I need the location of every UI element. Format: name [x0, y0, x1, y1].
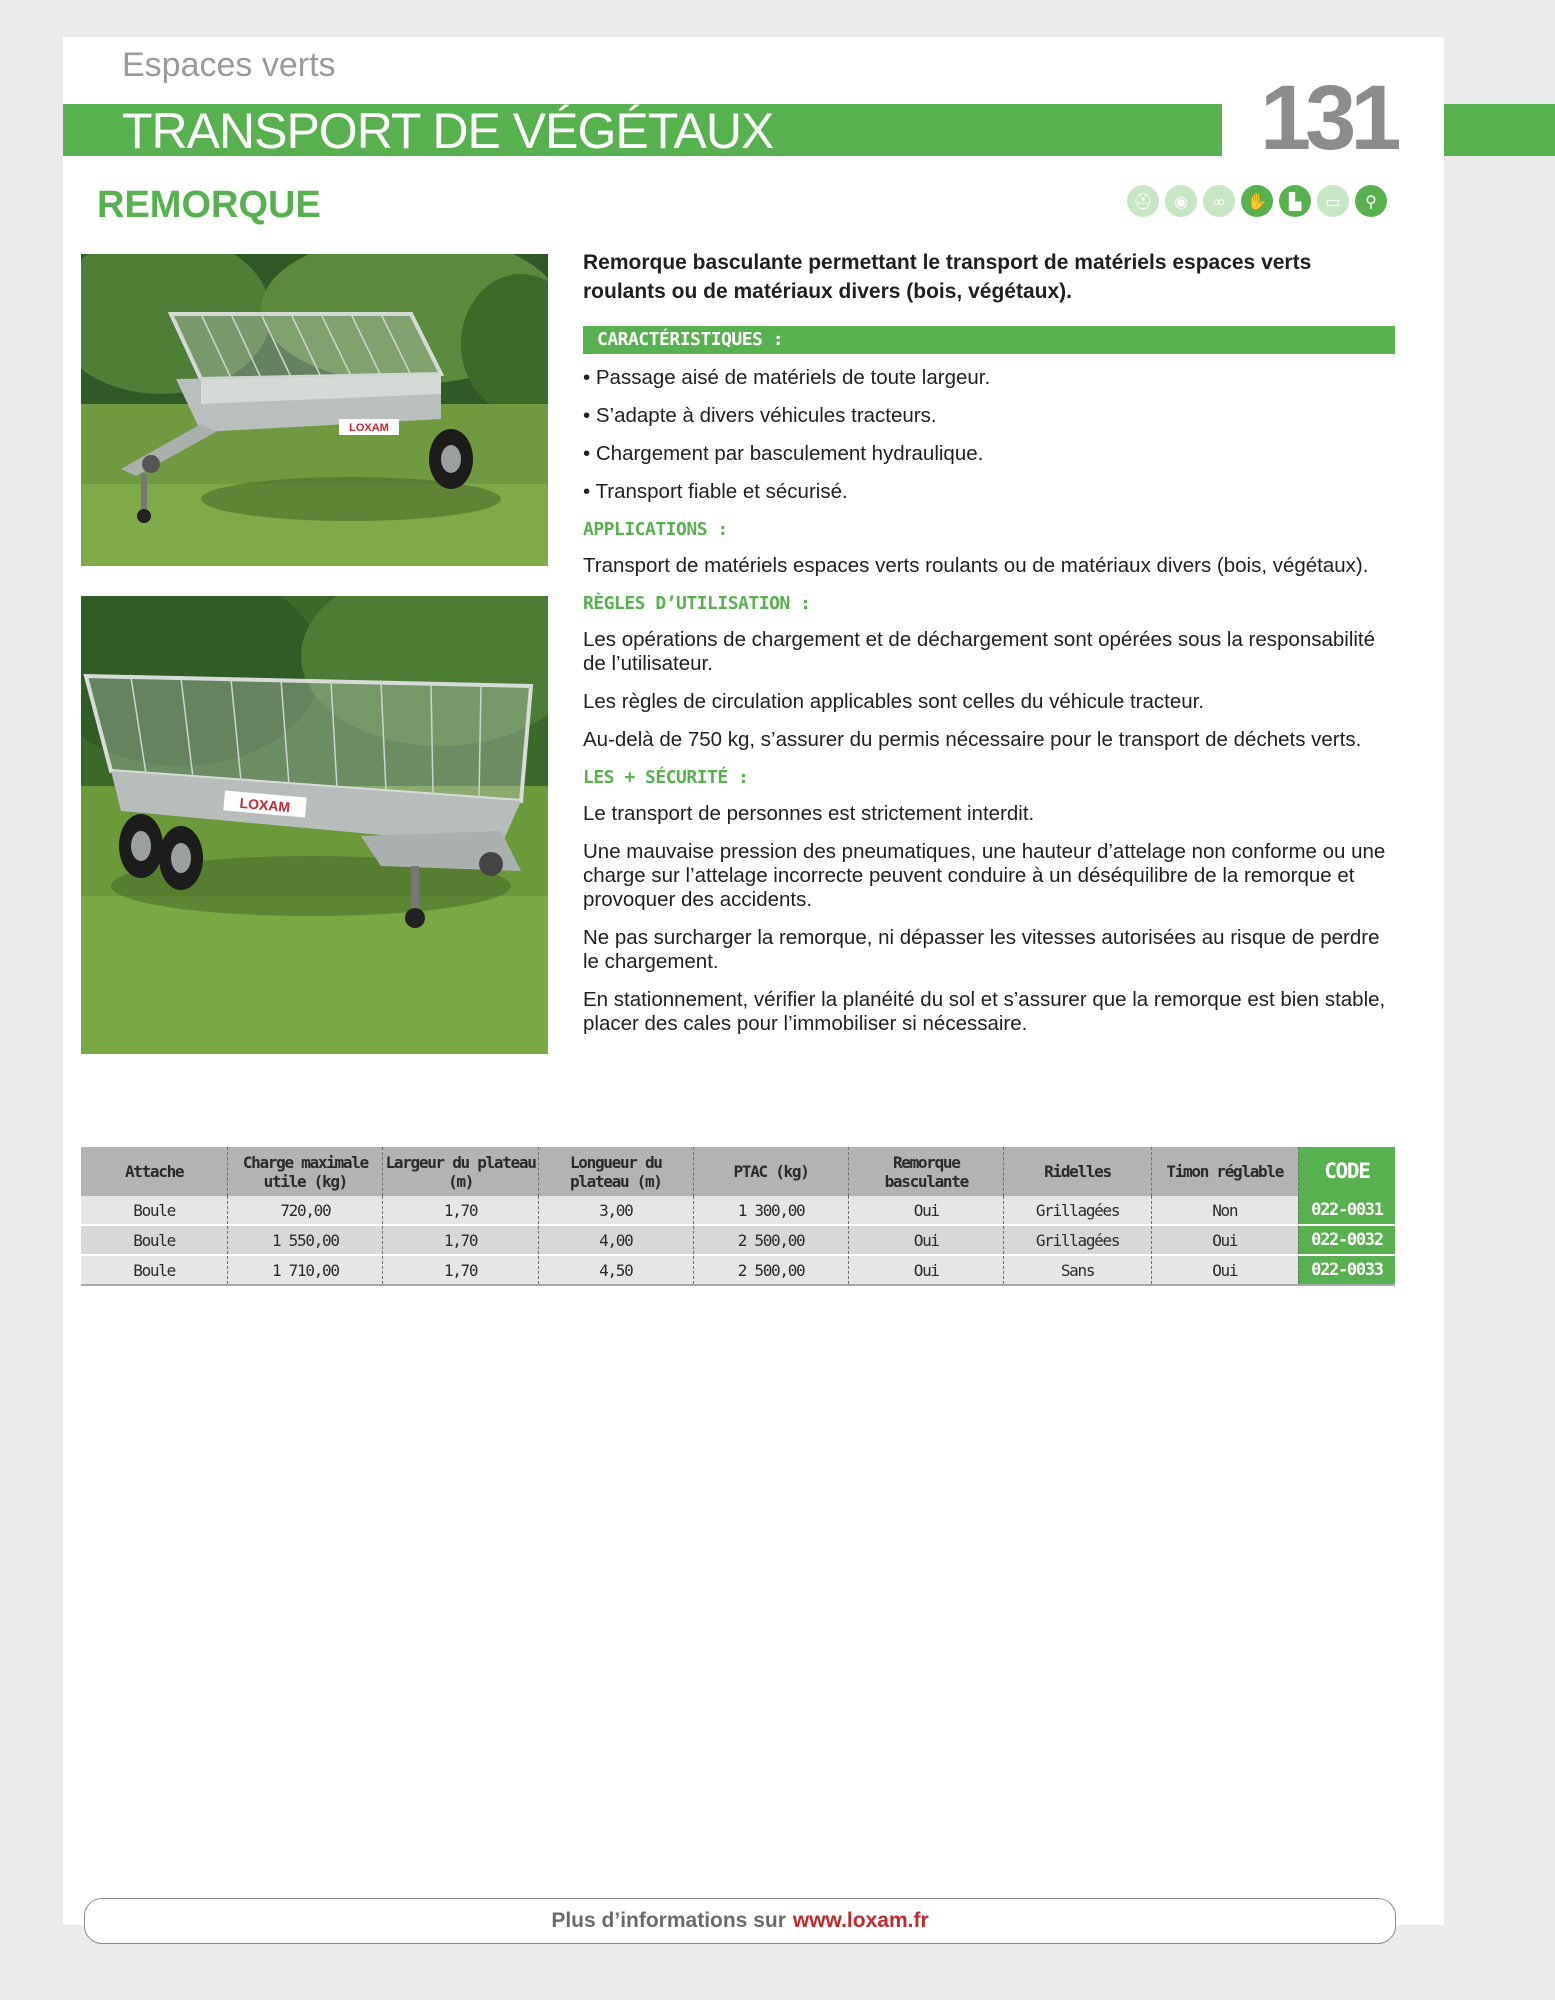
- trailer-photo-single-axle: [81, 254, 548, 566]
- trailer-photo-double-axle: [81, 596, 548, 1054]
- table-header-row: [81, 1147, 1395, 1196]
- table-cell: 1 550,00: [228, 1225, 383, 1255]
- column-header: PTAC (kg): [693, 1147, 848, 1196]
- table-cell: 1 300,00: [693, 1196, 848, 1225]
- usage-rules-heading: RÈGLES D’UTILISATION :: [583, 593, 811, 614]
- column-header: Longueur du plateau (m): [538, 1147, 693, 1196]
- spec-table: [81, 1147, 1395, 1286]
- column-header: Charge maximale utile (kg): [228, 1147, 383, 1196]
- column-header: Timon réglable: [1151, 1147, 1298, 1196]
- section-label: Espaces verts: [122, 46, 336, 84]
- table-cell: Boule: [81, 1196, 228, 1225]
- table-row: [81, 1255, 1395, 1285]
- usage-rule: Au-delà de 750 kg, s’assurer du permis nécessaire pour le transport de déchets verts.: [583, 728, 1362, 751]
- characteristic-item: • Transport fiable et sécurisé.: [583, 480, 848, 503]
- table-cell: Boule: [81, 1225, 228, 1255]
- table-cell: Oui: [1151, 1255, 1298, 1285]
- characteristics-heading: CARACTÉRISTIQUES :: [583, 326, 1395, 354]
- table-row: [81, 1225, 1395, 1255]
- trailer-brand-label: LOXAM: [349, 422, 389, 434]
- column-header: Largeur du plateau (m): [383, 1147, 538, 1196]
- table-cell: Oui: [1151, 1225, 1298, 1255]
- safety-shoes-icon: ▙: [1279, 185, 1311, 217]
- table-cell: 2 500,00: [693, 1255, 848, 1285]
- trailer-brand-label-2: LOXAM: [239, 794, 291, 816]
- footer-website-link[interactable]: www.loxam.fr: [792, 1909, 929, 1932]
- safety-rule: Ne pas surcharger la remorque, ni dépasser les vitesses autorisées au risque de perdre le chargement.: [583, 926, 1380, 973]
- product-code: 022-0031: [1298, 1196, 1395, 1225]
- applications-heading: APPLICATIONS :: [583, 519, 728, 540]
- column-header: Attache: [81, 1147, 228, 1196]
- table-cell: 2 500,00: [693, 1225, 848, 1255]
- table-cell: 1,70: [383, 1196, 538, 1225]
- goggles-icon: ∞: [1203, 185, 1235, 217]
- safety-rule: Une mauvaise pression des pneumatiques, une hauteur d’attelage non conforme ou une charge sur l’attelage incorrecte peuvent conduire à un déséquilibre de la remorque et provoquer des accidents.: [583, 840, 1386, 911]
- table-cell: Oui: [849, 1196, 1004, 1225]
- product-description: [583, 248, 1395, 1050]
- table-cell: Sans: [1004, 1255, 1151, 1285]
- safety-rule: Le transport de personnes est strictement interdit.: [583, 802, 1035, 825]
- table-cell: Boule: [81, 1255, 228, 1285]
- table-cell: Oui: [849, 1225, 1004, 1255]
- gloves-icon: ✋: [1241, 185, 1273, 217]
- table-cell: 1,70: [383, 1255, 538, 1285]
- table-cell: Oui: [849, 1255, 1004, 1285]
- usage-rule: Les règles de circulation applicables sont celles du véhicule tracteur.: [583, 690, 1205, 713]
- edge-tab: [1444, 104, 1555, 156]
- product-title: REMORQUE: [97, 184, 321, 226]
- table-cell: 1 710,00: [228, 1255, 383, 1285]
- page-number: 131: [1260, 67, 1396, 169]
- applications-text: Transport de matériels espaces verts roulants ou de matériaux divers (bois, végétaux).: [583, 554, 1369, 577]
- code-column-header: CODE: [1298, 1147, 1395, 1196]
- characteristic-item: • Passage aisé de matériels de toute largeur.: [583, 366, 991, 389]
- safety-pictograms: [1127, 185, 1387, 217]
- usage-rule: Les opérations de chargement et de déchargement sont opérées sous la responsabilité de l’utilisateur.: [583, 628, 1376, 675]
- table-cell: 4,00: [538, 1225, 693, 1255]
- product-code: 022-0033: [1298, 1255, 1395, 1285]
- table-cell: 1,70: [383, 1225, 538, 1255]
- intro-text: Remorque basculante permettant le transport de matériels espaces verts roulants ou de matériaux divers (bois, végétaux).: [583, 251, 1312, 303]
- characteristic-item: • S’adapte à divers véhicules tracteurs.: [583, 404, 937, 427]
- footer-text: Plus d’informations sur: [551, 1909, 786, 1932]
- table-cell: Grillagées: [1004, 1225, 1151, 1255]
- table-cell: Non: [1151, 1196, 1298, 1225]
- column-header: Remorque basculante: [849, 1147, 1004, 1196]
- mask-icon: ▭: [1317, 185, 1349, 217]
- table-cell: 4,50: [538, 1255, 693, 1285]
- safety-rule: En stationnement, vérifier la planéité du sol et s’assurer que la remorque est bien stable, placer des cales pour l’immobiliser si nécessaire.: [583, 988, 1386, 1035]
- table-row: [81, 1196, 1395, 1225]
- table-cell: Grillagées: [1004, 1196, 1151, 1225]
- helmet-icon: ⛑: [1127, 185, 1159, 217]
- work-clothes-icon: ⚲: [1355, 185, 1387, 217]
- table-cell: 3,00: [538, 1196, 693, 1225]
- ear-protection-icon: ◉: [1165, 185, 1197, 217]
- column-header: Ridelles: [1004, 1147, 1151, 1196]
- product-code: 022-0032: [1298, 1225, 1395, 1255]
- characteristic-item: • Chargement par basculement hydraulique.: [583, 442, 984, 465]
- table-cell: 720,00: [228, 1196, 383, 1225]
- footer-info-bar: [84, 1898, 1396, 1944]
- title-band: [63, 103, 1222, 159]
- safety-heading: LES + SÉCURITÉ :: [583, 767, 749, 788]
- page-title: TRANSPORT DE VÉGÉTAUX: [122, 103, 774, 159]
